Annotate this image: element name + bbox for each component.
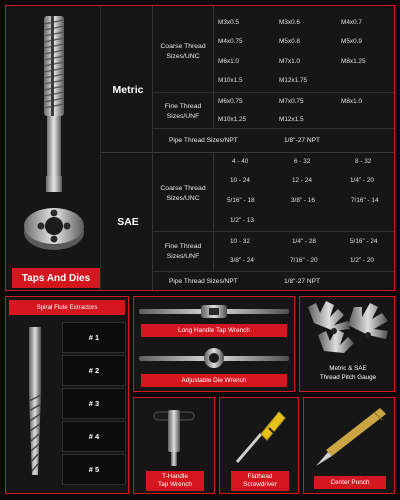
sae-pipe-value: 1/8"-27 NPT [284, 278, 321, 285]
center-punch-icon [310, 404, 390, 468]
metric-pipe-label: Pipe Thread Sizes/NPT [169, 137, 238, 144]
taps-dies-panel: Taps And Dies Metric SAE Coarse Thread Sizes/UNC M3x0.5 M3x0.6 M4x0.7 M4x0.75 M5x0.8 M5x0.9 M6x1.0 M7x1.0 M8x1.25 M10x1.5 M12x1.75 Fine Thread Sizes/UNF M6x0.75 M7x0.75 M8x1.0 M10x1.25 M12x1.5 Pipe Thread Sizes/NPT 1/8"-27 NPT Coarse Thread Sizes/UNC 4 - 40 6 - 32 8 - 32 10 - 24 12 - 24 1/4" - 20 5/16" - 18 3/8" - 16 7/16" - 14 1/2" - 13 Fine Thread Sizes/UNF 10 - 32 1/4" - 28 5/16" - 24 3/8" - 24 7/16" - 20 1/2" - 20 Pipe Thread Sizes/NPT 1/8"-27 NPT [5, 5, 395, 291]
wrenches-panel [133, 296, 295, 392]
t-handle-label: T-Handle Tap Wrench [146, 471, 204, 491]
metric-fine-label: Fine Thread Sizes/UNF [164, 103, 202, 120]
gauge-panel [299, 296, 395, 392]
spiral-extractor-icon [22, 327, 48, 477]
die-wrench-label: Adjustable Die Wrench [141, 374, 287, 387]
tap-icon [34, 16, 74, 196]
t-handle-panel [133, 397, 215, 494]
sae-label: SAE [117, 216, 139, 228]
t-handle-wrench-icon [144, 404, 204, 468]
screwdriver-label: Flathead Screwdriver [231, 471, 289, 491]
center-punch-panel [303, 397, 395, 494]
die-icon [22, 202, 86, 254]
extractors-title: Spiral Flute Extractors [9, 300, 125, 315]
screwdriver-panel [219, 397, 299, 494]
metric-pipe-value: 1/8"-27 NPT [284, 137, 321, 144]
extractor-item: # 2 [62, 355, 126, 386]
metric-coarse-label: Coarse Thread Sizes/UNC [160, 43, 206, 60]
extractor-item: # 5 [62, 454, 126, 485]
extractor-item: # 4 [62, 421, 126, 452]
tap-die-image [6, 6, 101, 290]
sae-pipe-label: Pipe Thread Sizes/NPT [169, 278, 238, 285]
die-wrench-icon [139, 347, 289, 369]
extractor-item: # 3 [62, 388, 126, 419]
center-punch-label: Center Punch [314, 476, 386, 489]
screwdriver-icon [227, 404, 293, 468]
thread-gauge-icon [304, 301, 390, 357]
extractor-item: # 1 [62, 322, 126, 353]
metric-label: Metric [112, 84, 144, 96]
extractors-panel [5, 296, 129, 494]
long-handle-wrench-icon [139, 303, 289, 319]
long-handle-wrench-label: Long Handle Tap Wrench [141, 324, 287, 337]
taps-and-dies-label: Taps And Dies [12, 268, 100, 288]
sae-fine-label: Fine Thread Sizes/UNF [164, 243, 202, 260]
sae-coarse-label: Coarse Thread Sizes/UNC [160, 185, 206, 202]
gauge-label: Metric & SAE Thread Pitch Gauge [319, 365, 377, 381]
